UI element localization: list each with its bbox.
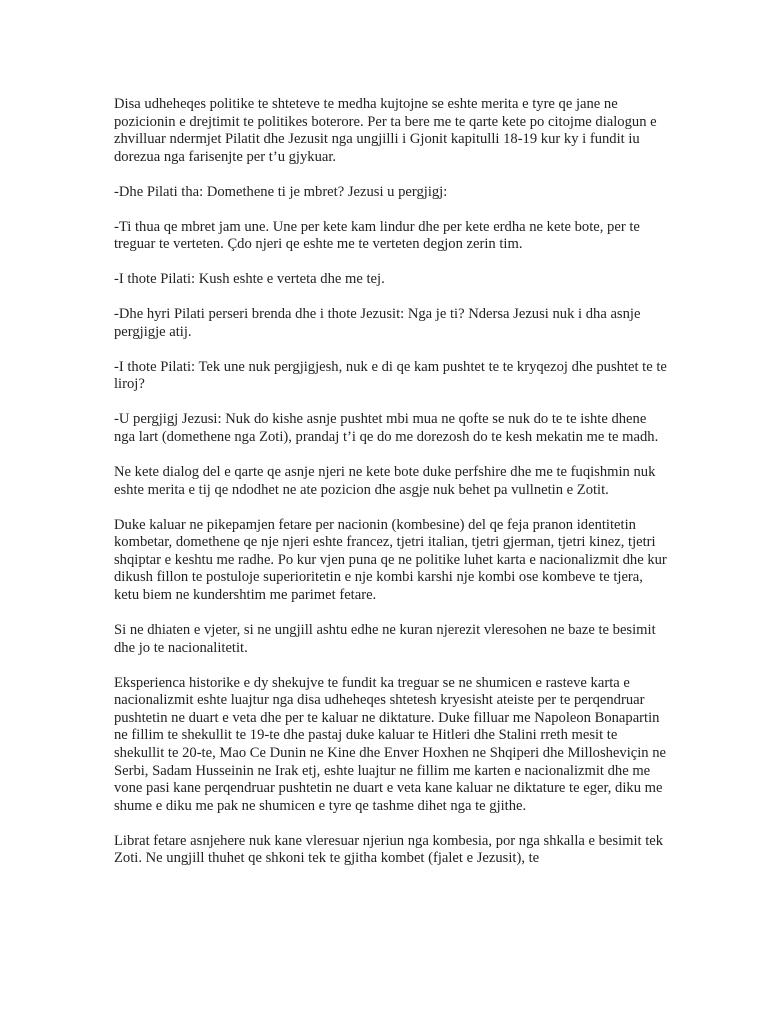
paragraph-nation-view: Duke kaluar ne pikepamjen fetare per nacionin (kombesine) del qe feja pranon identitetin kombetar, domethene qe nje njeri eshte francez, tjetri italian, tjetri gjerman, tjetri kinez, tjetri shqiptar e keshtu me radhe. Po kur vjen puna qe ne politike luhet karta e nacionalizmit dhe kur dikush fillon te postuloje superioritetin e nje kombi karshi nje kombi ose kombeve te tjera, ketu biem ne kundershtim me parimet fetare. — [114, 516, 667, 603]
paragraph-intro: Disa udheheqes politike te shteteve te medha kujtojne se eshte merita e tyre qe jane ne pozicionin e drejtimit te politikes boterore. Per ta bere me te qarte kete po citojme dialogun e zhvilluar ndermjet Pilatit dhe Jezusit nga ungjilli i Gjonit kapitulli 18-19 kur ky i fundit iu dorezua nga farisenjte per t’u gjykuar. — [114, 96, 657, 165]
paragraph-dialog-jesus-answer: -U pergjigj Jezusi: Nuk do kishe asnje pushtet mbi mua ne qofte se nuk do te te ishte dhene nga lart (domethene nga Zoti), prandaj t’i qe do me dorezosh do te kesh mekatin me te madh. — [114, 411, 659, 446]
paragraph-dialog-pilate-question: -Dhe Pilati tha: Domethene ti je mbret? Jezusi u pergjigj: — [114, 183, 448, 200]
paragraph-dialog-jesus-king: -Ti thua qe mbret jam une. Une per kete kam lindur dhe per kete erdha ne kete bote, per te treguar te verteten. Çdo njeri qe eshte me te verteten degjon zerin tim. — [114, 218, 640, 253]
paragraph-religious-books: Librat fetare asnjehere nuk kane vleresuar njeriun nga kombesia, por nga shkalla e besimit tek Zoti. Ne ungjill thuhet qe shkoni tek te gjitha kombet (fjalet e Jezusit), te — [114, 832, 664, 867]
paragraph-history: Eksperienca historike e dy shekujve te fundit ka treguar se ne shumicen e rasteve karta e nacionalizmit eshte luajtur nga disa udheheqes shtetesh kryesisht ateiste per te perqendruar pushtetin ne duart e veta dhe per te kaluar ne diktature. Duke filluar me Napoleon Bonapartin ne fillim te shekullit te 19-te dhe pastaj duke kaluar te Hitleri dhe Stalini rreth mesit te shekullit te 20-te, Mao Ce Dunin ne Kine dhe Enver Hoxhen ne Shqiperi dhe Millosheviçin ne Serbi, Sadam Husseinin ne Irak etj, eshte luajtur ne fillim me karten e nacionalizmit dhe me vone pasi kane perqendruar pushtetin ne duart e veta kane kaluar ne diktature te eger, diku me shume e diku me pak ne shumicen e tyre qe tashme dihet nga te gjithe. — [114, 674, 667, 814]
paragraph-dialog-pilate-truth: -I thote Pilati: Kush eshte e verteta dhe me tej. — [114, 271, 385, 288]
document-body — [114, 96, 670, 885]
paragraph-dialog-pilate-power: -I thote Pilati: Tek une nuk pergjigjesh, nuk e di qe kam pushtet te te kryqezoj dhe pushtet te te liroj? — [114, 358, 667, 393]
paragraph-dialog-conclusion: Ne kete dialog del e qarte qe asnje njeri ne kete bote duke perfshire dhe me te fuqishmin nuk eshte merita e tij qe ndodhet ne ate pozicion dhe asgje nuk behet pa vullnetin e Zotit. — [114, 464, 656, 498]
paragraph-scriptures: Si ne dhiaten e vjeter, si ne ungjill ashtu edhe ne kuran njerezit vleresohen ne baze te besimit dhe jo te nacionalitetit. — [114, 621, 656, 656]
paragraph-dialog-where-from: -Dhe hyri Pilati perseri brenda dhe i thote Jezusit: Nga je ti? Ndersa Jezusi nuk i dha asnje pergjigje atij. — [114, 306, 641, 340]
